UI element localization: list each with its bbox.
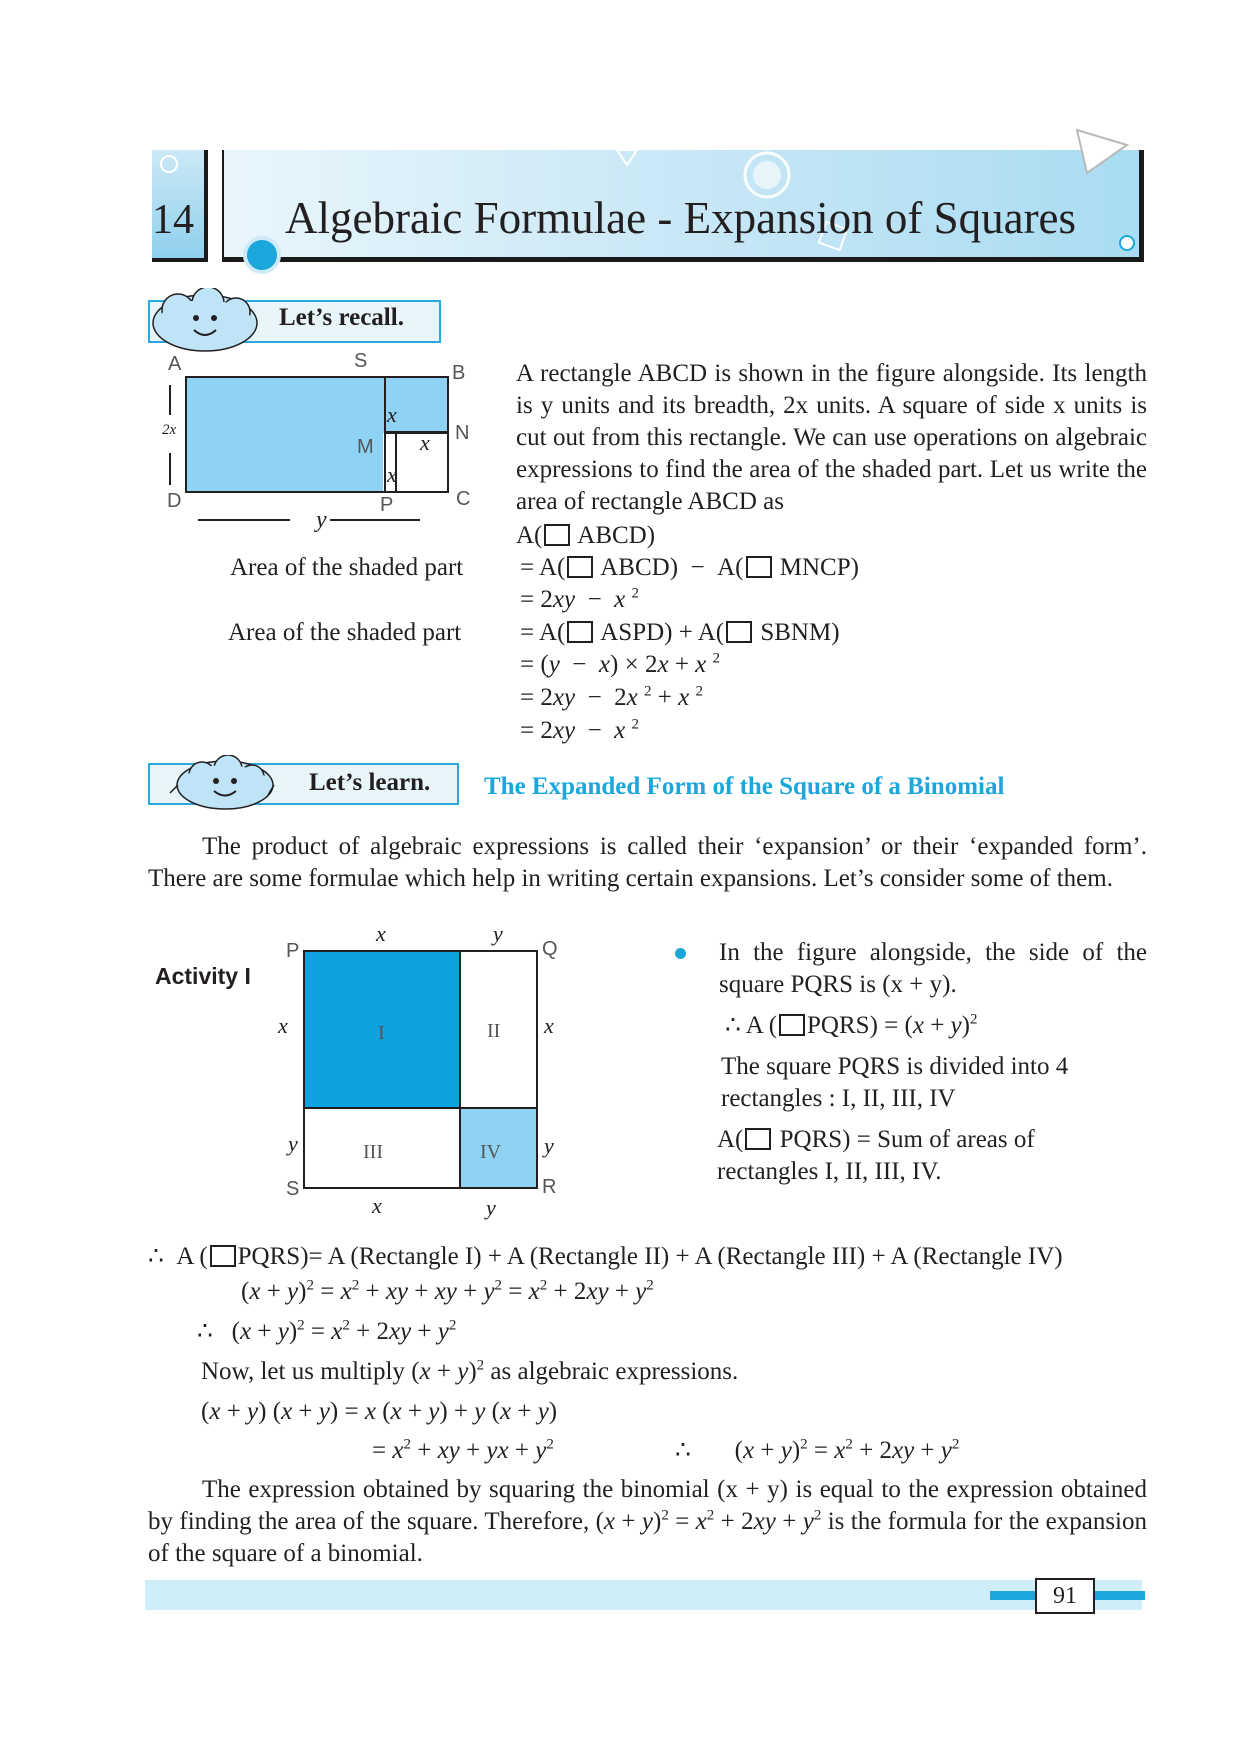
cloud-mascot-icon bbox=[150, 755, 280, 815]
square-icon bbox=[779, 1014, 805, 1036]
corner-S: S bbox=[286, 1178, 300, 1200]
recall-paragraph-text: A rectangle ABCD is shown in the figure alongside. Its length is y units and its breadth, 2x units. A square of side x units is cut out from this rectangle. We can use operations on algebraic expressions to find the area of the shaded part. Let us write the area of rectangle ABCD as bbox=[516, 360, 1147, 515]
activity-line-4-text: PQRS) = Sum of areas of rectangles I, II, III, IV. bbox=[717, 1126, 1035, 1185]
conclusion-text: The expression obtained by squaring the binomial (x + y) is equal to the expression obtained by finding the area of the square. Therefore, bbox=[148, 1476, 1147, 1535]
label-x-bottom: x bbox=[372, 1193, 382, 1218]
square-icon bbox=[746, 556, 772, 578]
square-pqrs-figure bbox=[300, 945, 545, 1195]
conclusion-paragraph: The expression obtained by squaring the binomial (x + y) is equal to the expression obtained by finding the area of the square. Therefore, $(x + y)^2 = x^2 + 2xy + y^2$ is the formula for the expansion of the square of a binomial. bbox=[148, 1476, 1147, 1567]
label-B: B bbox=[452, 362, 466, 384]
label-D: D bbox=[167, 490, 182, 512]
label-y: y bbox=[316, 507, 327, 533]
label-2x: 2x bbox=[162, 422, 177, 438]
region-II: II bbox=[487, 1020, 501, 1042]
activity-line-4: A( PQRS) = Sum of areas of rectangles I, II, III, IV. bbox=[717, 1126, 1035, 1185]
activity-label: Activity I bbox=[155, 963, 251, 989]
label-x-left: x bbox=[278, 1013, 288, 1038]
region-I: I bbox=[378, 1022, 385, 1044]
eq-line-3: = A( ASPD) + A( SBNM) bbox=[520, 619, 840, 646]
chapter-title: Algebraic Formulae - Expansion of Squares bbox=[285, 193, 1077, 243]
learn-intro-text: The product of algebraic expressions is called their ‘expansion’ or their ‘expanded form’. There are some formulae which help in writing certain expansions. Let’s consider some of them. bbox=[148, 833, 1147, 892]
label-x-top: x bbox=[376, 921, 386, 946]
label-A: A bbox=[168, 353, 182, 375]
derivation-line-6b: ∴ $(x + y)^2 = x^2 + 2xy + y^2$ bbox=[675, 1436, 960, 1464]
rectangle-abcd-figure bbox=[150, 345, 480, 545]
label-x-right: x bbox=[420, 430, 430, 455]
panel-circle-decor bbox=[160, 155, 178, 173]
label-C: C bbox=[456, 488, 471, 510]
learn-tag: Let’s learn. bbox=[309, 769, 431, 796]
label-y-left: y bbox=[288, 1131, 298, 1156]
square-icon bbox=[567, 621, 593, 643]
square-icon bbox=[544, 524, 570, 546]
bullet-icon bbox=[675, 948, 686, 959]
derivation-line-1-text: PQRS)= A (Rectangle I) + A (Rectangle II) + A (Rectangle III) + A (Rectangle IV) bbox=[237, 1243, 1063, 1270]
now-text: Now, let us multiply bbox=[201, 1358, 405, 1385]
learn-heading: The Expanded Form of the Square of a Binomial bbox=[484, 773, 1005, 800]
activity-line-1 bbox=[719, 937, 1147, 1001]
label-y-bottom: y bbox=[486, 1195, 496, 1220]
activity-line-3-text: The square PQRS is divided into 4 rectangles : I, II, III, IV bbox=[721, 1053, 1069, 1112]
region-III: III bbox=[363, 1141, 383, 1163]
chapter-number: 14 bbox=[152, 197, 194, 243]
label-x-bottom: x bbox=[387, 462, 397, 487]
activity-line-3 bbox=[721, 1051, 1141, 1115]
corner-Q: Q bbox=[542, 938, 558, 960]
eq-line-4: = (y − x) × 2x + x $^2$ bbox=[520, 650, 721, 678]
square-icon bbox=[210, 1245, 236, 1267]
region-IV: IV bbox=[480, 1141, 502, 1163]
area-label-2: Area of the shaded part bbox=[228, 619, 462, 646]
now-text-end: as algebraic expressions. bbox=[490, 1358, 739, 1385]
area-abcd: A( ABCD) bbox=[516, 522, 656, 549]
label-x-right: x bbox=[544, 1013, 554, 1038]
derivation-line-3: ∴ $(x + y)^2 = x^2 + 2xy + y^2$ bbox=[197, 1317, 457, 1345]
label-y-right: y bbox=[544, 1133, 554, 1158]
recall-paragraph bbox=[516, 358, 1147, 518]
square-icon bbox=[745, 1128, 771, 1150]
derivation-line-2: $(x + y)^2 = x^2$ + xy + xy + $y^2 = x^2 + 2xy + y^2$ bbox=[241, 1277, 654, 1305]
label-y-top: y bbox=[493, 921, 503, 946]
activity-line-1-text: In the figure alongside, the side of the square PQRS is (x + y). bbox=[719, 939, 1147, 998]
eq-line-1: = A( ABCD) − A( MNCP) bbox=[520, 554, 859, 581]
activity-line-2: ∴ A ( PQRS) = $(x + y)^2$ bbox=[725, 1011, 978, 1039]
label-N: N bbox=[455, 422, 470, 444]
derivation-line-4: Now, let us multiply $(x + y)^2$ as algebraic expressions. bbox=[201, 1357, 739, 1385]
derivation-line-6: = $x^2$ + xy + yx + $y^2$ bbox=[372, 1436, 554, 1464]
eq-line-2: = 2xy − x $^2$ bbox=[520, 585, 640, 613]
learn-intro bbox=[148, 831, 1147, 895]
conclusion-text-end: is the formula for the expansion of the square of a binomial. bbox=[148, 1508, 1147, 1567]
square-icon bbox=[567, 556, 593, 578]
label-x-top: x bbox=[387, 402, 397, 427]
corner-R: R bbox=[542, 1176, 557, 1198]
page-number: 91 bbox=[1035, 1578, 1095, 1614]
derivation-line-5: (x + y) (x + y) = x (x + y) + y (x + y) bbox=[201, 1398, 558, 1425]
area-label-1: Area of the shaded part bbox=[230, 554, 464, 581]
corner-P: P bbox=[286, 940, 300, 962]
label-P: P bbox=[380, 494, 394, 516]
recall-tag: Let’s recall. bbox=[279, 304, 404, 331]
square-icon bbox=[726, 621, 752, 643]
label-S: S bbox=[354, 350, 368, 372]
eq-line-6: = 2xy − x $^2$ bbox=[520, 716, 640, 744]
label-M: M bbox=[357, 436, 374, 458]
derivation-line-1: ∴ A ( PQRS)= A (Rectangle I) + A (Rectangle II) + A (Rectangle III) + A (Rectangle IV) bbox=[148, 1243, 1063, 1270]
eq-line-5: = 2xy − 2x $^2$ + x $^2$ bbox=[520, 683, 703, 711]
